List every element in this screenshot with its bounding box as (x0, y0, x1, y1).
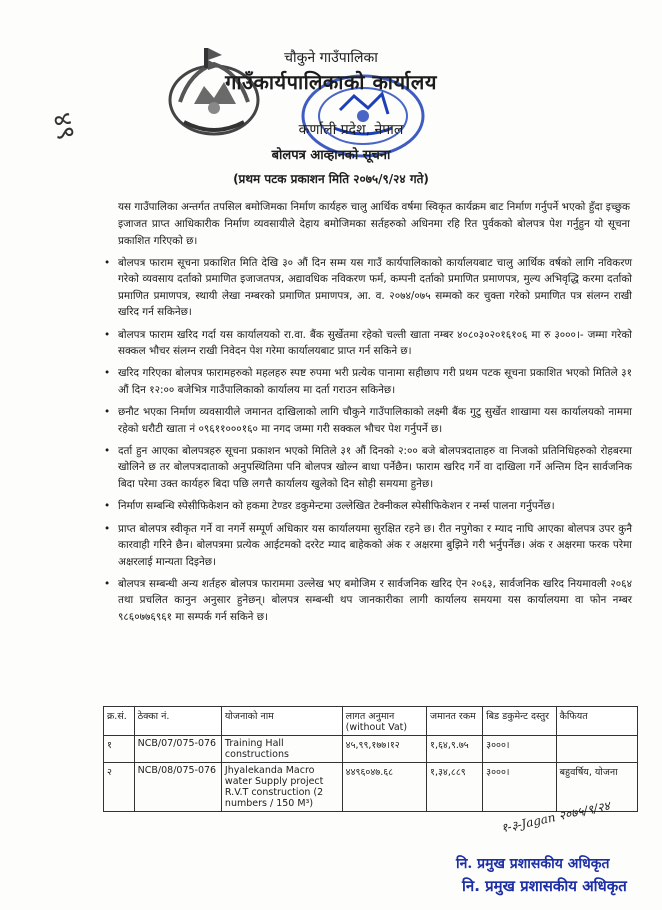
col-cost-estimate: लागत अनुमान (without Vat) (342, 707, 426, 736)
cell-project-name: Training Hall constructions (221, 736, 342, 763)
col-contract-no: ठेक्का नं. (134, 707, 221, 736)
col-remarks: कैफियत (556, 707, 637, 736)
list-item: • खरिद गरिएका बोलपत्र फारामहरुको महलहरु स्पष्ट रुपमा भरी प्रत्येक पानामा सहीछाप गरी प्रथम पटक सूचना प्रकाशित भएको मितिले ३१ औं दिन १२:०० बजेभित्र गाउँपालिकाको कार्यालय मा दर्ता गराउन सकिनेछ। (104, 367, 632, 396)
conditions-list (104, 255, 632, 631)
cell-remarks: बहुवर्षिय, योजना (556, 763, 637, 812)
col-serial: क्र.सं. (104, 707, 135, 736)
table-header-row (104, 707, 638, 736)
list-item: • प्राप्त बोलपत्र स्वीकृत गर्ने वा नगर्ने सम्पूर्ण अधिकार यस कार्यालयमा सुरक्षित रहने छ। रीत नपुगेका र म्याद नाघि आएका बोलपत्र उपर कुनै कारवाही गरिने छैन। बोलपत्रमा प्रत्येक आईटमको दररेट म्याद बाहेकको अंक र अक्षरमा बुझिने गरी भर्नुपर्नेछ। अंक र अक्षरमा फरक परेमा अक्षरलाई मान्यता दिइनेछ। (104, 522, 632, 568)
bullet-icon: • (104, 500, 111, 513)
municipality-name: चौकुने गाउँपालिका (284, 50, 378, 66)
cell-contract-no: NCB/08/075-076 (134, 763, 221, 812)
cell-cost-estimate: ४४९६०४७.६८ (342, 763, 426, 812)
signature-stamp-line-2: नि. प्रमुख प्रशासकीय अधिकृत (462, 877, 627, 895)
cell-serial: १ (104, 736, 135, 763)
bullet-icon: • (104, 257, 111, 269)
handwritten-margin-number: ४९ (46, 110, 82, 143)
table-row (104, 736, 638, 763)
bullet-icon: • (104, 445, 111, 458)
tender-table (103, 706, 638, 812)
table-row (104, 763, 638, 812)
publish-date: (प्रथम पटक प्रकाशन मिति २०७५/९/२४ गते) (233, 172, 429, 186)
bullet-icon: • (104, 367, 111, 380)
signature-stamp-line-1: नि. प्रमुख प्रशासकीय अधिकृत (456, 856, 610, 872)
list-item: • निर्माण सम्बन्धि स्पेसीफिकेशन को हकमा टेण्डर डकुमेन्टमा उल्लेखित टेक्नीकल स्पेसीफिकेशन र नर्म्स पालना गर्नुपर्नेछ। (104, 498, 632, 514)
cell-serial: २ (104, 763, 135, 812)
list-item: • बोलपत्र फाराम सूचना प्रकाशित मिति देखि ३० औं दिन सम्म यस गाउँ कार्यपालिकाको कार्यालयबाट चालु आर्थिक वर्षको लागि नविकरण गरेको व्यवसाय दर्ताको प्रमाणित इजाजतपत्र, अद्यावधिक नविकरण फर्म, कम्पनी दर्ताको प्रमाणित प्रमाणपत्र, मुल्य अभिवृद्धि करमा दर्ताको प्रमाणित प्रमाणपत्र, स्थायी लेखा नम्बरको प्रमाणित प्रमाणपत्र, आ. व. २०७४/०७५ सम्मको कर चुक्ता गरेको प्रमाणित पत्र संलग्न राखी खरिद गर्न सकिनेछ। (104, 257, 632, 319)
col-security-amount: जमानत रकम (427, 707, 483, 736)
cell-cost-estimate: ४५,९९,१७७।१२ (342, 736, 426, 763)
list-item: • दर्ता हुन आएका बोलपत्रहरु सूचना प्रकाशन भएको मितिले ३१ औं दिनको २:०० बजे बोलपत्रदाताहरु वा निजको प्रतिनिधिहरुको रोहबरमा खोलिने छ तर बोलपत्रदाताको अनुपस्थितिमा पनि बोलपत्र खोल्न बाधा पर्नेछैन। फाराम खरिद गर्ने वा दाखिला गर्ने अन्तिम दिन सार्वजनिक बिदा परेमा उक्त कार्यहरु बिदा पछि लगत्तै कार्यालय खुलेको दिन सोही समयमा हुनेछ। (104, 445, 632, 490)
cell-bid-fee: ३०००। (483, 736, 556, 763)
cell-project-name: Jhyalekanda Macro water Supply project R.V.T construction (2 numbers / 150 M³) (221, 763, 342, 812)
bullet-icon: • (104, 328, 111, 341)
cell-security-amount: १,६४,९.७५ (427, 736, 483, 763)
handwritten-signature: १-३-Jagan २०७५/९/२४ (499, 798, 612, 836)
bullet-icon: • (104, 406, 111, 419)
notice-title: बोलपत्र आव्हानको सूचना (271, 148, 391, 163)
list-item: • बोलपत्र सम्बन्धी अन्य शर्तहरु बोलपत्र फाराममा उल्लेख भए बमोजिम र सार्वजनिक खरिद ऐन २०६३, सार्वजनिक खरिद नियमावली २०६४ तथा प्रचलित कानुन अनुसार हुनेछन्। बोलपत्र सम्बन्धी थप जानकारीका लागी कार्यालय समयमा यस कार्यालयमा वा फोन नम्बर ९८६०७७६९६१ मा सम्पर्क गर्न सकिने छ। (104, 577, 632, 623)
bullet-icon: • (104, 577, 111, 590)
province-name: कर्णाली प्रदेश, नेपाल (298, 122, 404, 138)
cell-bid-fee: ३०००। (483, 763, 556, 812)
cell-contract-no: NCB/07/075-076 (134, 736, 221, 763)
cell-remarks (556, 736, 637, 763)
cell-security-amount: १,३४,८८९ (427, 763, 483, 812)
list-item: • छनौट भएका निर्माण व्यवसायीले जमानत दाखिलाको लागि चौकुने गाउँपालिकाको लक्ष्मी बैंक गुटु सुर्खेत शाखामा यस कार्यालयको नाममा रहेको धरौटी खाता नं ०९६११०००१६० मा नगद जम्मा गरी सक्कल भौचर पेश गर्नुपर्ने छ। (104, 406, 632, 435)
list-item: • बोलपत्र फाराम खरिद गर्दा यस कार्यालयको रा.वा. बैंक सुर्खेतमा रहेको चल्ती खाता नम्बर ४०८०३०२०१६१०६ मा रु ३०००।- जम्मा गरेको सक्कल भौचर संलग्न राखी निवेदन पेश गरेमा कार्यालयबाट प्राप्त गर्न सकिने छ। (104, 328, 632, 358)
office-name: गाउँकार्यपालिकाको कार्यालय (225, 70, 437, 94)
bullet-icon: • (104, 522, 111, 535)
intro-paragraph: यस गाउँपालिका अन्तर्गत तपसिल बमोजिमका निर्माण कार्यहरु चालु आर्थिक वर्षमा स्विकृत कार्यक्रम बाट निर्माण गर्नुपर्ने भएको हुँदा इच्छुक इजाजत प्राप्त आधिकारीक निर्माण व्यवसायीले देहाय बमोजिमका सर्तहरुको अधिनमा रहि रित पुर्वकको बोलपत्र पेश गर्नुहुन यो सूचना प्रकाशित गरिएको छ। (118, 201, 630, 247)
col-bid-fee: बिड डकुमेन्ट दस्तुर (483, 707, 556, 736)
col-project-name: योजनाको नाम (221, 707, 342, 736)
